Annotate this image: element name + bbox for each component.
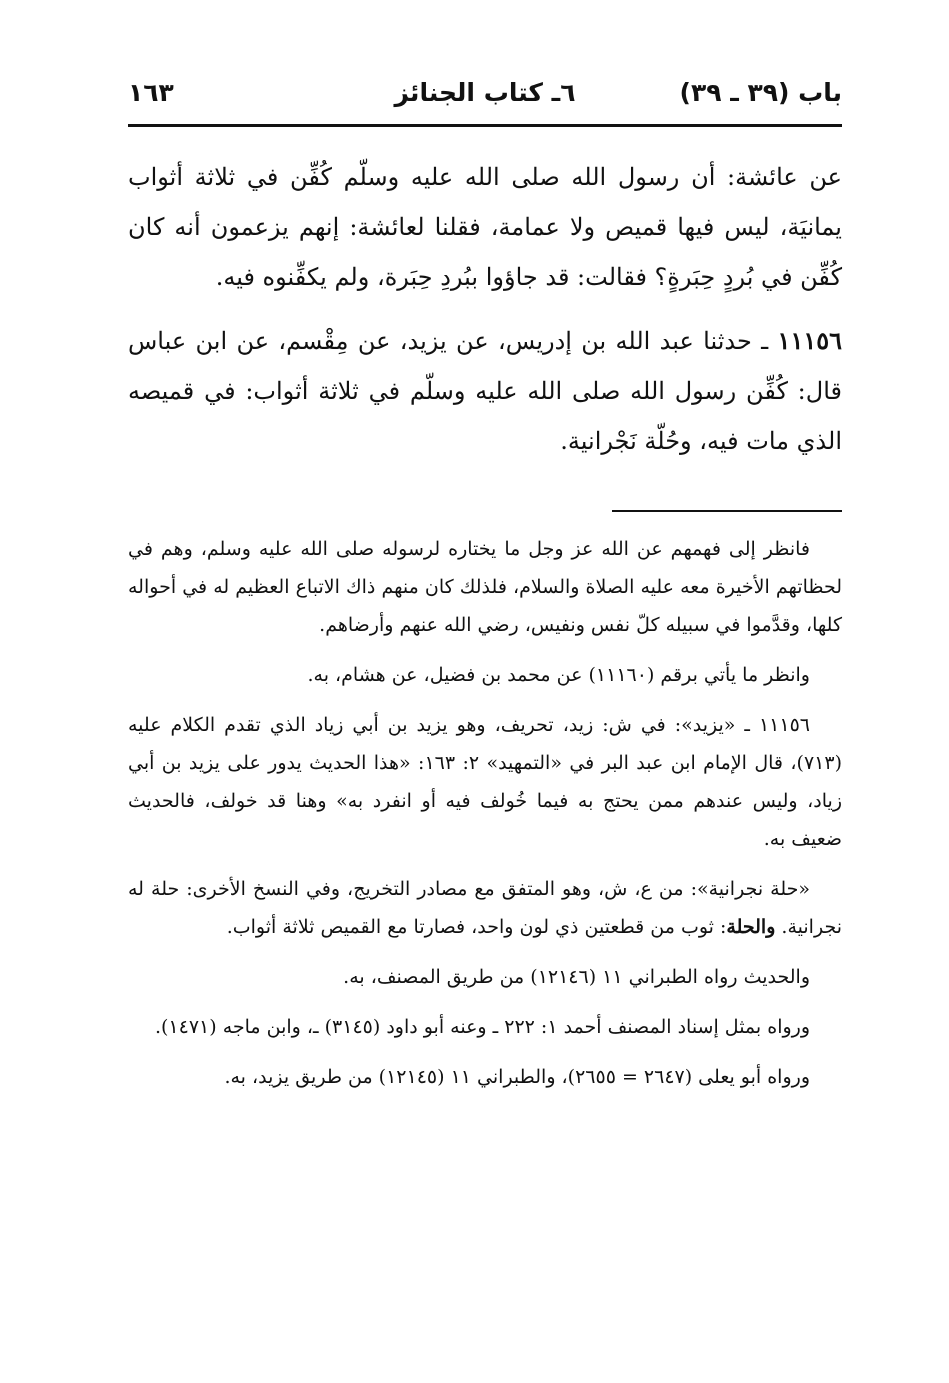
book-title: ٦ـ كتاب الجنائز (394, 78, 576, 107)
footnote-7: ورواه أبو يعلى (٢٦٤٧ = ٢٦٥٥)، والطبراني ١١ (١٢١٤٥) من طريق يزيد، به. (224, 1066, 810, 1088)
chapter-reference: باب (٣٩ ـ ٣٩) (679, 78, 842, 107)
page-number: ١٦٣ (128, 78, 174, 107)
footnote-4 (128, 870, 842, 946)
hadith-number: ١١١٥٦ (777, 326, 842, 355)
main-paragraph-2 (128, 316, 842, 466)
footnote-6: ورواه بمثل إسناد المصنف أحمد ١: ٢٢٢ ـ وعنه أبو داود (٣١٤٥) ـ، وابن ماجه (١٤٧١). (154, 1016, 810, 1038)
footnote-4-part-b: : ثوب من قطعتين ذي لون واحد، فصارتا مع القميص ثلاثة أثواب. (226, 916, 727, 938)
main-text (128, 152, 842, 480)
header-divider (128, 124, 842, 127)
footnote-4-part-a: «حلة نجرانية»: من ع، ش، وهو المتفق مع مصادر التخريج، وفي النسخ الأخرى: حلة له نجرانية. (128, 878, 842, 938)
footnote-1: فانظر إلى فهمهم عن الله عز وجل ما يختاره لرسوله صلى الله عليه وسلم، وهم في لحظاتهم الأخيرة معه عليه الصلاة والسلام، فلذلك كان منهم ذاك الاتباع العظيم له في أحواله كلها، وقدَّموا في سبيله كلّ نفس ونفيس، رضي الله عنهم وأرضاهم. (128, 538, 842, 636)
footnotes (128, 530, 842, 1108)
footnote-5: والحديث رواه الطبراني ١١ (١٢١٤٦) من طريق المصنف، به. (343, 966, 810, 988)
main-paragraph-1: عن عائشة: أن رسول الله صلى الله عليه وسلّم كُفِّن في ثلاثة أثواب يمانيَة، ليس فيها قميص ولا عمامة، فقلنا لعائشة: إنهم يزعمون أنه كان كُفِّن في بُردٍ حِبَرةٍ؟ فقالت: قد جاؤوا ببُردِ حِبَرة، ولم يكفِّنوه فيه. (128, 163, 842, 291)
footnote-divider (612, 510, 842, 512)
hadith-text: ـ حدثنا عبد الله بن إدريس، عن يزيد، عن مِقْسم، عن ابن عباس قال: كُفِّن رسول الله صلى الله عليه وسلّم في ثلاثة أثواب: في قميصه الذي مات فيه، وحُلّة نَجْرانية. (128, 327, 842, 455)
footnote-3: ١١١٥٦ ـ «يزيد»: في ش: زيد، تحريف، وهو يزيد بن أبي زياد الذي تقدم الكلام عليه (٧١٣)، قال الإمام ابن عبد البر في «التمهيد» ٢: ١٦٣: «هذا الحديث يدور على يزيد بن أبي زياد، وليس عندهم ممن يحتج به فيما خُولف فيه أو انفرد به» وهنا قد خولف، فالحديث ضعيف به. (128, 714, 842, 850)
footnote-4-term: والحلة (726, 916, 776, 938)
footnote-2: وانظر ما يأتي برقم (١١١٦٠) عن محمد بن فضيل، عن هشام، به. (307, 664, 810, 686)
page-header (128, 78, 842, 118)
